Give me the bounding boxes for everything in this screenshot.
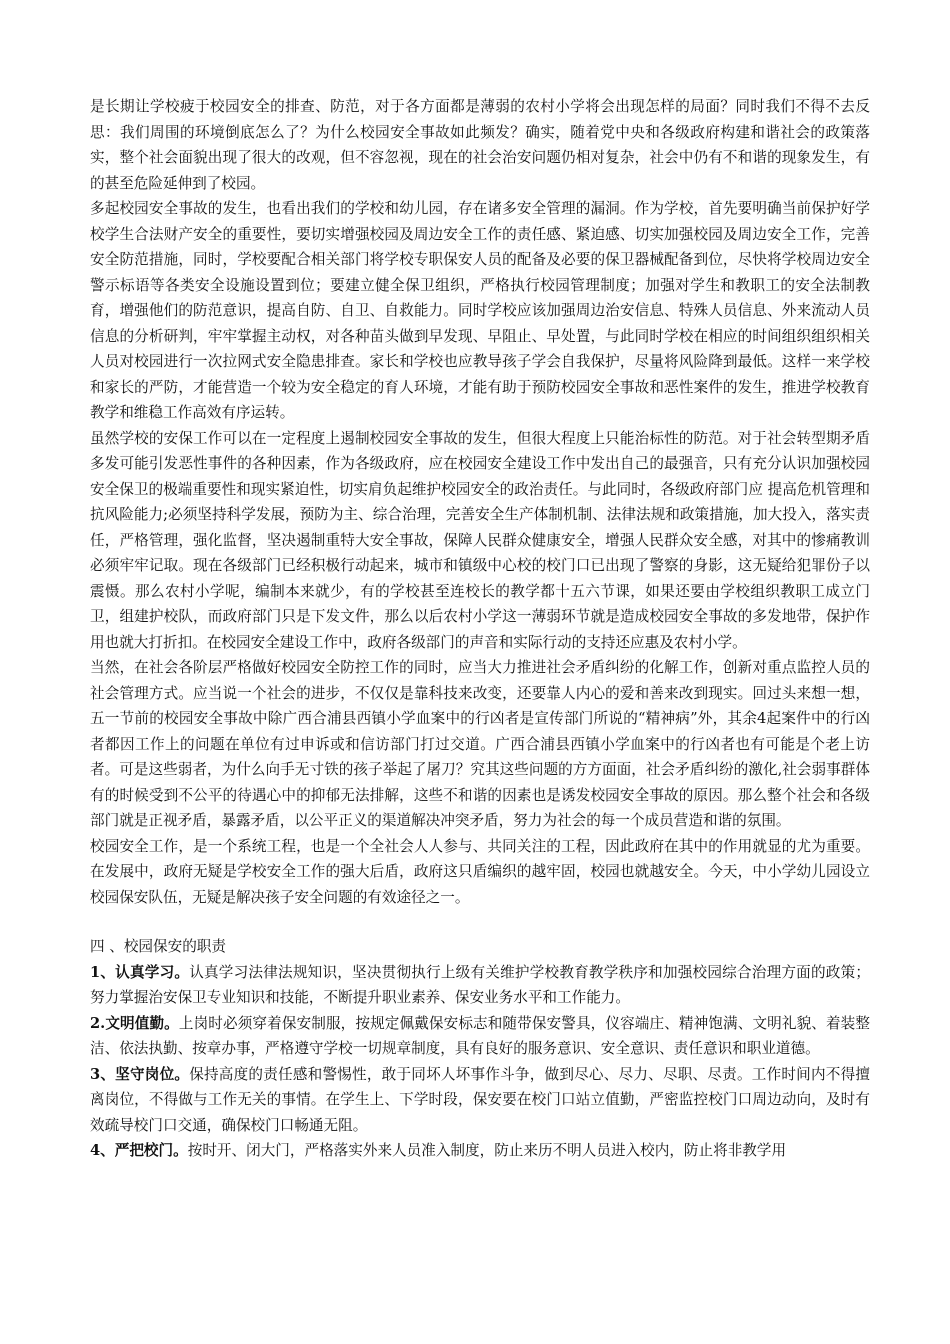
document-page [90, 94, 870, 1164]
duty-item-4 [90, 1138, 870, 1164]
duty-item-text: 保持高度的责任感和警惕性，敢于同坏人坏事作斗争，做到尽心、尽力、尽职、尽责。工作时间内不得擅离岗位，不得做与工作无关的事情。在学生上、下学时段，保安要在校门口站立值勤，严密监控校门口周边动向，及时有效疏导校门口交通，确保校门口畅通无阻。 [90, 1065, 870, 1134]
duty-item-title: 3、坚守岗位。 [90, 1065, 190, 1083]
duty-item-3 [90, 1062, 870, 1139]
paragraph-gap [90, 910, 870, 934]
duty-item-title: 4、严把校门。 [90, 1142, 188, 1159]
body-paragraph-2: 多起校园安全事故的发生，也看出我们的学校和幼儿园，存在诸多安全管理的漏洞。作为学校，首先要明确当前保护好学校学生合法财产安全的重要性，要切实增强校园及周边安全工作的责任感、紧迫感、切实加强校园及周边安全工作，完善安全防范措施，同时，学校要配合相关部门将学校专职保安人员的配备及必要的保卫器械配备到位，尽快将学校周边安全警示标语等各类安全设施设置到位；要建立健全保卫组织，严格执行校园管理制度；加强对学生和教职工的安全法制教育，增强他们的防范意识，提高自防、自卫、自救能力。同时学校应该加强周边治安信息、特殊人员信息、外来流动人员信息的分析研判，牢牢掌握主动权，对各种苗头做到早发现、早阻止、早处置，与此同时学校在相应的时间组织组织相关人员对校园进行一次拉网式安全隐患排查。家长和学校也应教导孩子学会自我保护，尽量将风险降到最低。这样一来学校和家长的严防，才能营造一个较为安全稳定的育人环境，才能有助于预防校园安全事故和恶性案件的发生，推进学校教育教学和维稳工作高效有序运转。 [90, 200, 870, 421]
body-paragraph-1: 是长期让学校疲于校园安全的排查、防范，对于各方面都是薄弱的农村小学将会出现怎样的局面？同时我们不得不去反思：我们周围的环境倒底怎么了？为什么校园安全事故如此频发？确实，随着党中央和各级政府构建和谐社会的政策落实，整个社会面貌出现了很大的改观，但不容忽视，现在的社会治安问题仍相对复杂，社会中仍有不和谐的现象发生，有的甚至危险延伸到了校园。 [90, 98, 870, 192]
duty-item-text: 认真学习法律法规知识，坚决贯彻执行上级有关维护学校教育教学秩序和加强校园综合治理方面的政策；努力掌握治安保卫专业知识和技能，不断提升职业素养、保安业务水平和工作能力。 [90, 963, 870, 1006]
body-paragraph-5: 校园安全工作，是一个系统工程，也是一个全社会人人参与、共同关注的工程，因此政府在其中的作用就显的尤为重要。在发展中，政府无疑是学校安全工作的强大后盾，政府这只盾编织的越牢固，校园也就越安全。今天，中小学幼儿园设立校园保安队伍，无疑是解决孩子安全问题的有效途径之一。 [90, 837, 870, 906]
duty-item-1 [90, 960, 870, 1011]
body-paragraph-4: 当然，在社会各阶层严格做好校园安全防控工作的同时，应当大力推进社会矛盾纠纷的化解工作，创新对重点监控人员的社会管理方式。应当说一个社会的进步，不仅仅是靠科技来改变，还要靠人内心的爱和善来改到现实。回过头来想一想，五一节前的校园安全事故中除广西合浦县西镇小学血案中的行凶者是宣传部门所说的“精神病”外，其余4起案件中的行凶者都因工作上的问题在单位有过申诉或和信访部门打过交道。广西合浦县西镇小学血案中的行凶者也有可能是个老上访者。可是这些弱者，为什么向手无寸铁的孩子举起了屠刀？究其这些问题的方方面面，社会矛盾纠纷的激化,社会弱事群体有的时候受到不公平的待遇心中的抑郁无法排解，这些不和谐的因素也是诱发校园安全事故的原因。那么整个社会和各级部门就是正视矛盾，暴露矛盾，以公平正义的渠道解决冲突矛盾，努力为社会的每一个成员营造和谐的氛围。 [90, 659, 870, 829]
duty-item-text: 按时开、闭大门，严格落实外来人员准入制度，防止来历不明人员进入校内，防止将非教学用 [187, 1142, 787, 1159]
duty-item-2 [90, 1011, 870, 1062]
duty-item-text: 上岗时必须穿着保安制服，按规定佩戴保安标志和随带保安警具，仪容端庄、精神饱满、文明礼貌、着装整洁、依法执勤、按章办事，严格遵守学校一切规章制度，具有良好的服务意识、安全意识、责任意识和职业道德。 [90, 1014, 870, 1057]
duty-item-title: 2.文明值勤。 [90, 1014, 179, 1032]
body-paragraph-3: 虽然学校的安保工作可以在一定程度上遏制校园安全事故的发生，但很大程度上只能治标性的防范。对于社会转型期矛盾多发可能引发恶性事件的各种因素，作为各级政府，应在校园安全建设工作中发出自己的最强音，只有充分认识加强校园安全保卫的极端重要性和现实紧迫性，切实肩负起维护校园安全的政治责任。与此同时，各级政府部门应 提高危机管理和抗风险能力;必须坚持科学发展，预防为主、综合治理，完善安全生产体制机制、法律法规和政策措施，加大投入，落实责任，严格管理，强化监督，坚决遏制重特大安全事故，保障人民群众健康安全，增强人民群众安全感，对其中的惨痛教训必须牢牢记取。现在各级部门已经积极行动起来，城市和镇级中心校的校门口已出现了警察的身影，这无疑给犯罪份子以震慑。那么农村小学呢，编制本来就少，有的学校甚至连校长的教学都十五六节课，如果还要由学校组织教职工成立门卫，组建护校队，而政府部门只是下发文件，那么以后农村小学这一薄弱环节就是造成校园安全事故的多发地带，保护作用也就大打折扣。在校园安全建设工作中，政府各级部门的声音和实际行动的支持还应惠及农村小学。 [90, 429, 870, 651]
duty-item-title: 1、认真学习。 [90, 963, 190, 981]
section-heading: 四 、校园保安的职责 [90, 938, 226, 955]
